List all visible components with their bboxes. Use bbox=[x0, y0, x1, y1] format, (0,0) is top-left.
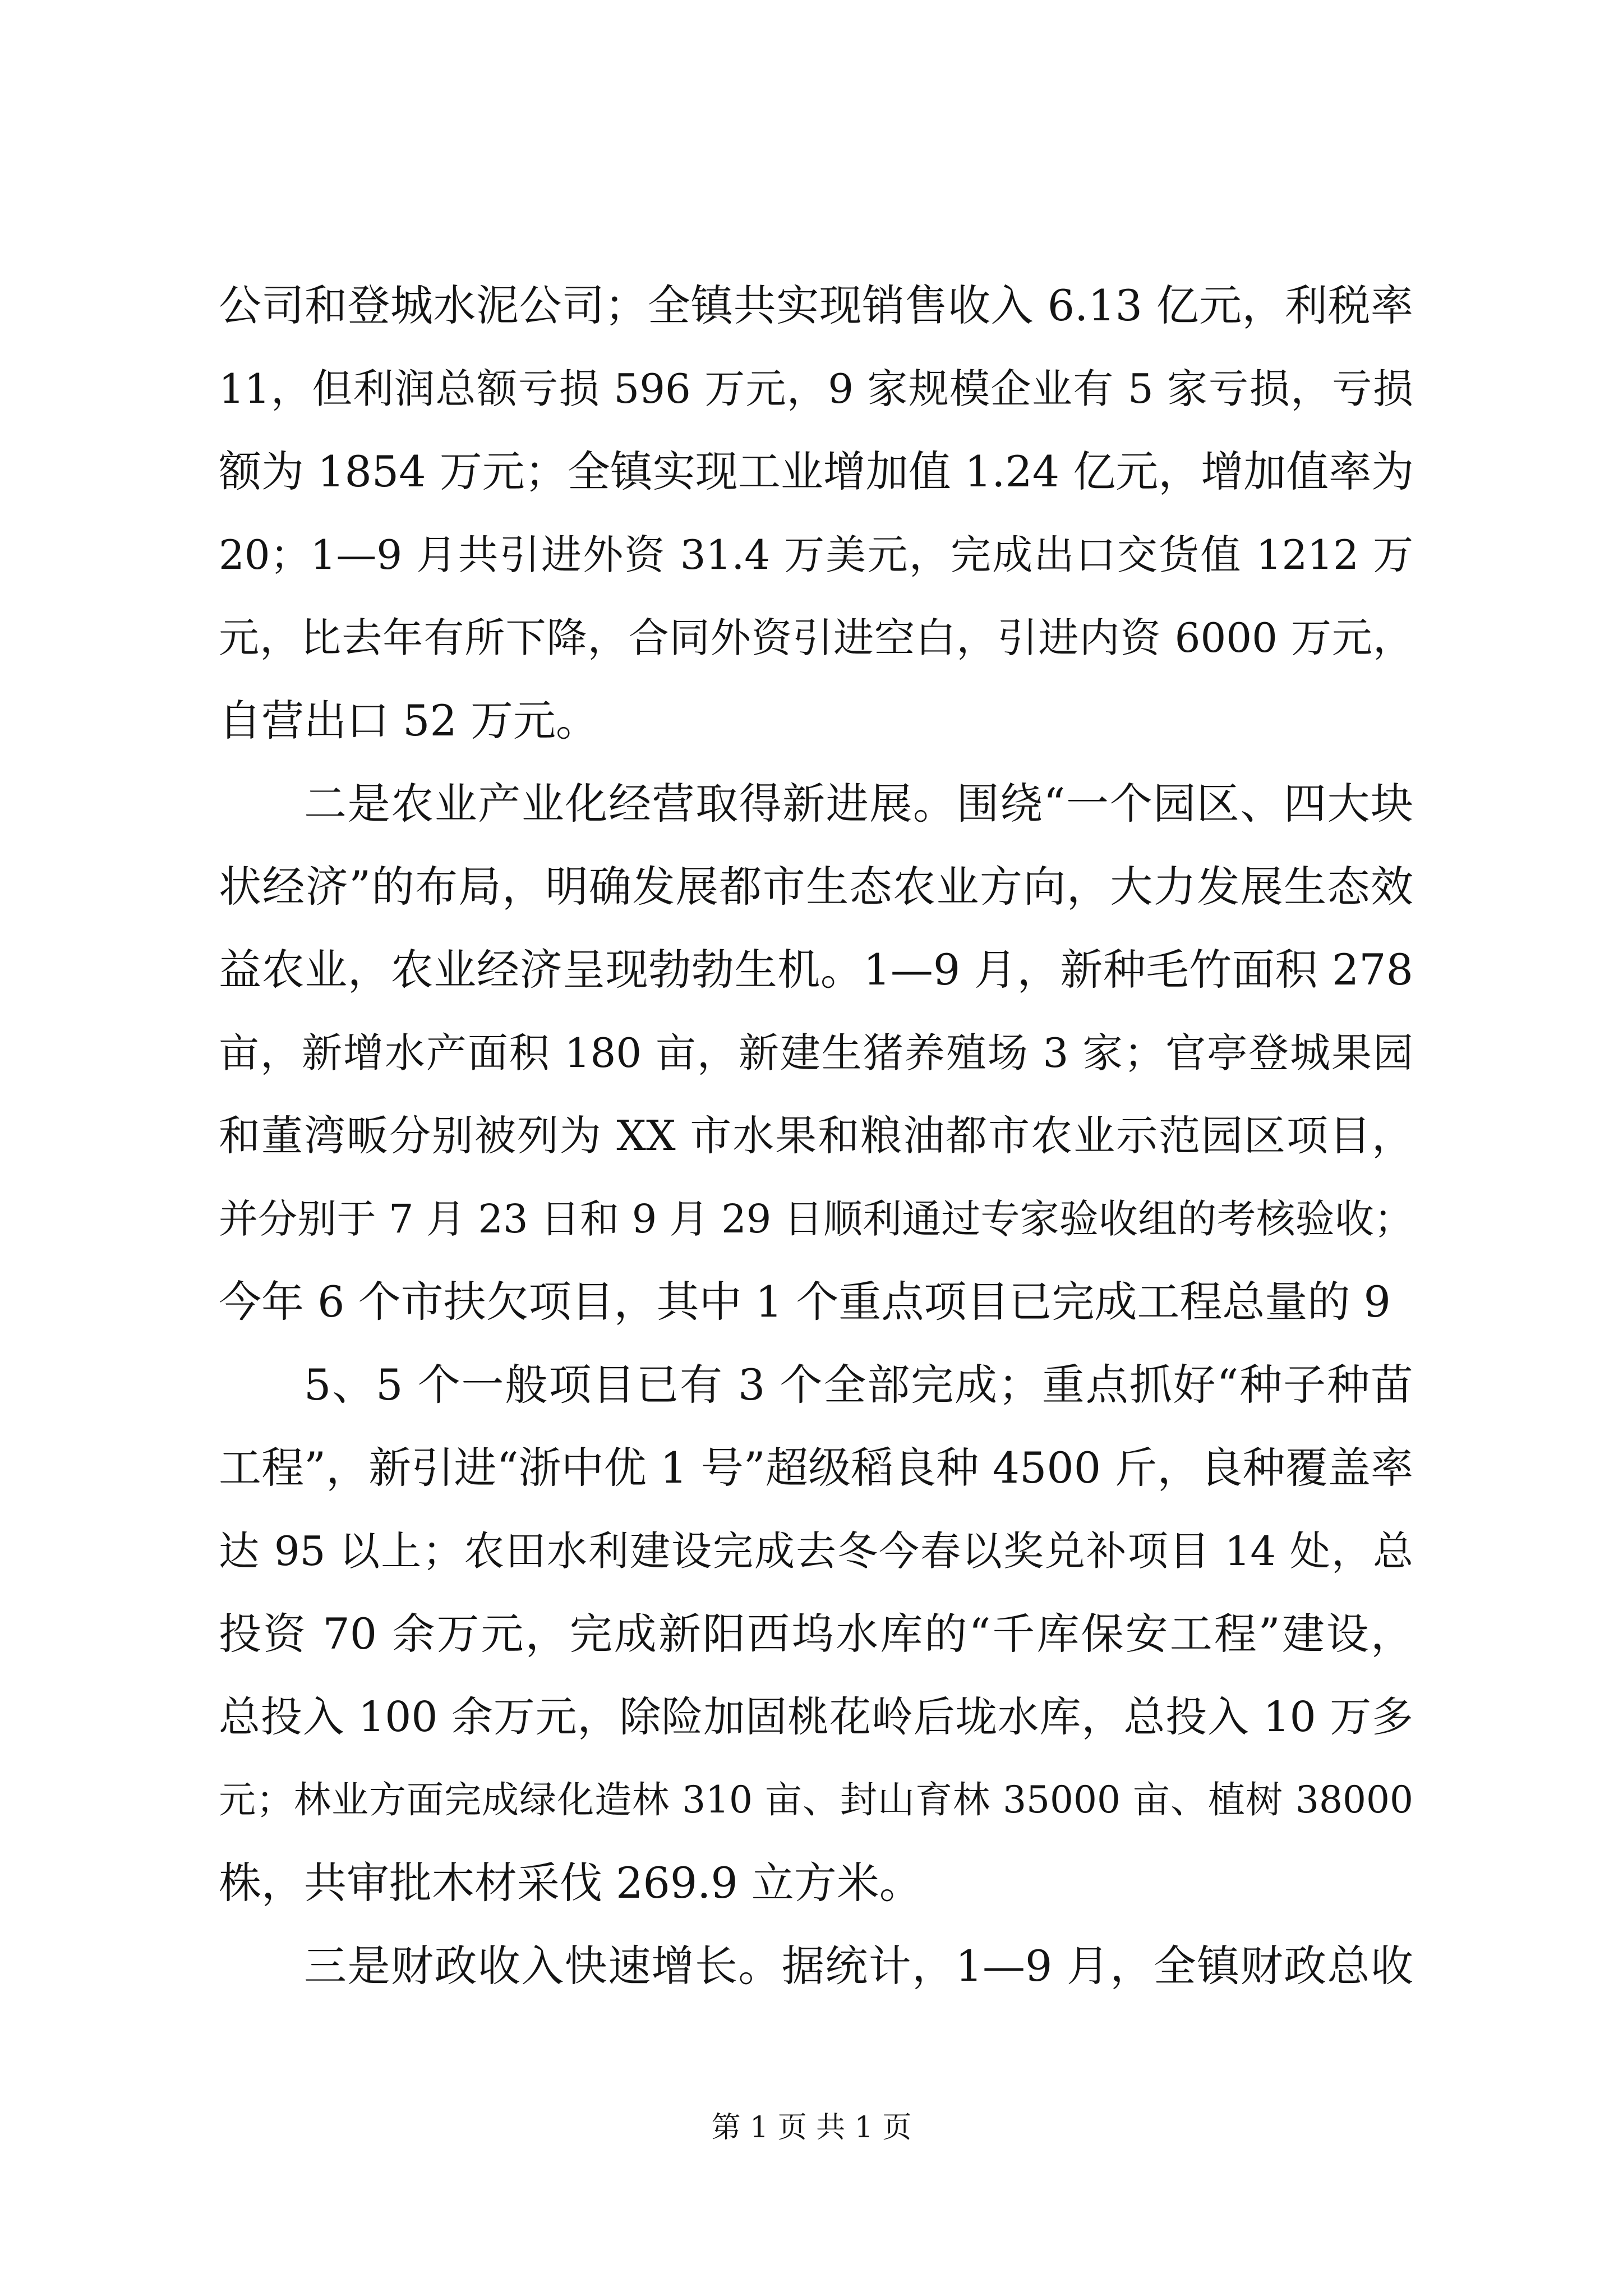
text-line: 11，但利润总额亏损 596 万元，9 家规模企业有 5 家亏损，亏损 bbox=[219, 365, 1413, 412]
text-line: 元；林业方面完成绿化造林 310 亩、封山育林 35000 亩、植树 38000 bbox=[219, 1778, 1413, 1821]
paragraph bbox=[219, 1343, 1413, 1925]
paragraph bbox=[219, 264, 1413, 762]
text-line: 二是农业产业化经营取得新进展。围绕“一个园区、四大块 bbox=[304, 779, 1413, 829]
text-line: 公司和登城水泥公司；全镇共实现销售收入 6.13 亿元，利税率 bbox=[219, 280, 1413, 330]
text-line: 今年 6 个市扶欠项目，其中 1 个重点项目已完成工程总量的 9 bbox=[219, 1277, 1391, 1327]
text-line: 益农业，农业经济呈现勃勃生机。1—9 月，新种毛竹面积 278 bbox=[219, 945, 1413, 995]
text-line: 株，共审批木材采伐 269.9 立方米。 bbox=[219, 1858, 922, 1908]
document-body bbox=[219, 264, 1413, 2008]
text-line: 总投入 100 余万元，除险加固桃花岭后垅水库，总投入 10 万多 bbox=[219, 1693, 1413, 1741]
page-footer bbox=[0, 2109, 1623, 2146]
paragraph bbox=[219, 1925, 1413, 2008]
text-line: 工程”，新引进“浙中优 1 号”超级稻良种 4500 斤，良种覆盖率 bbox=[219, 1443, 1413, 1493]
page-number-label: 第 1 页 共 1 页 bbox=[711, 2111, 912, 2145]
text-line: 和董湾畈分别被列为 XX 市水果和粮油都市农业示范园区项目， bbox=[219, 1112, 1413, 1160]
text-line: 状经济”的布局，明确发展都市生态农业方向，大力发展生态效 bbox=[219, 862, 1413, 912]
text-line: 自营出口 52 万元。 bbox=[219, 696, 599, 746]
text-line: 三是财政收入快速增长。据统计，1—9 月，全镇财政总收 bbox=[304, 1941, 1413, 1991]
text-line: 并分别于 7 月 23 日和 9 月 29 日顺利通过专家验收组的考核验收； bbox=[219, 1196, 1413, 1242]
paragraph bbox=[219, 762, 1413, 1343]
text-line: 投资 70 余万元，完成新阳西坞水库的“千库保安工程”建设， bbox=[219, 1609, 1413, 1659]
text-line: 20；1—9 月共引进外资 31.4 万美元，完成出口交货值 1212 万 bbox=[219, 531, 1413, 578]
text-line: 5、5 个一般项目已有 3 个全部完成；重点抓好“种子种苗 bbox=[304, 1360, 1413, 1410]
text-line: 亩，新增水产面积 180 亩，新建生猪养殖场 3 家；官亭登城果园 bbox=[219, 1029, 1413, 1076]
text-line: 元，比去年有所下降，合同外资引进空白，引进内资 6000 万元， bbox=[219, 614, 1413, 661]
text-line: 达 95 以上；农田水利建设完成去冬今春以奖兑补项目 14 处，总 bbox=[219, 1527, 1413, 1575]
text-line: 额为 1854 万元；全镇实现工业增加值 1.24 亿元，增加值率为 bbox=[219, 447, 1414, 496]
